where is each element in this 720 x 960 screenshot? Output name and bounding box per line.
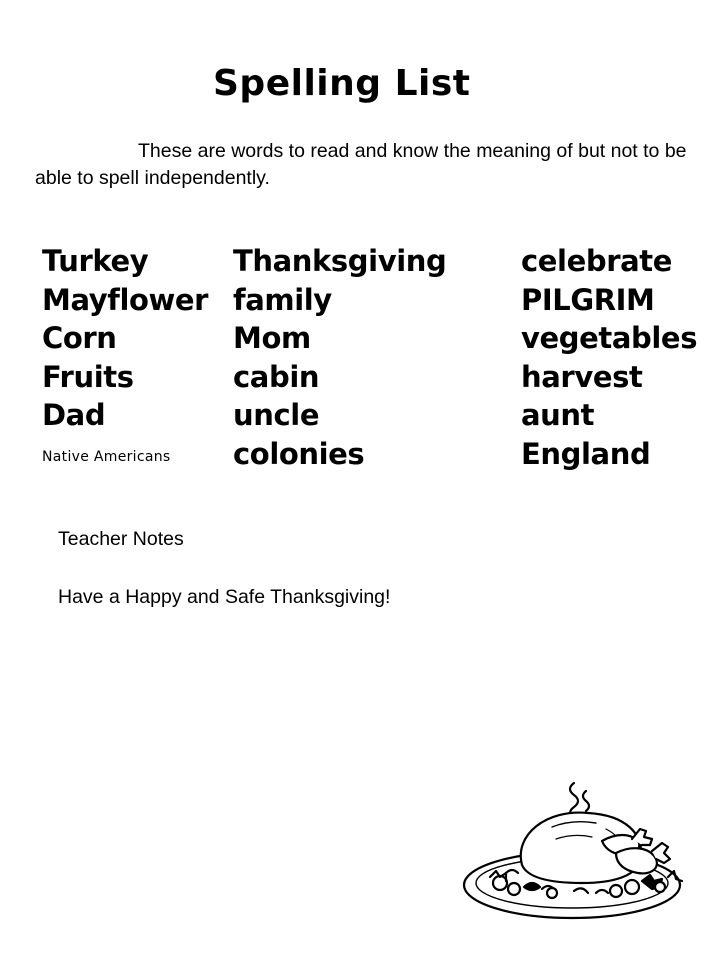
spelling-word: Fruits [42,359,134,394]
spelling-word: Mayflower [42,282,209,317]
spelling-word: uncle [233,398,320,432]
page-title: Spelling List [213,63,471,104]
closing-message: Have a Happy and Safe Thanksgiving! [58,586,391,608]
roast-turkey-on-platter-icon [456,775,696,925]
spelling-word: vegetables [521,321,698,355]
spelling-word: Native Americans [42,448,171,465]
spelling-word: aunt [521,398,595,432]
spelling-word: Mom [233,321,311,355]
spelling-word: Corn [42,321,117,355]
spelling-word: family [233,282,332,317]
word-column-1 [42,242,208,473]
word-column-2 [233,242,446,473]
intro-paragraph: These are words to read and know the meaning of but not to be able to spell independently. [35,140,687,189]
spelling-word: Thanksgiving [233,244,447,278]
spelling-word: Turkey [42,244,149,278]
spelling-word: celebrate [521,244,673,278]
word-column-3 [521,242,697,473]
spelling-word: Dad [42,398,106,432]
spelling-word: England [521,436,651,471]
spelling-word: cabin [233,359,320,394]
spelling-word: PILGRIM [521,282,655,317]
teacher-notes-label: Teacher Notes [58,528,184,550]
spelling-word: harvest [521,359,643,394]
spelling-word: colonies [233,436,365,471]
